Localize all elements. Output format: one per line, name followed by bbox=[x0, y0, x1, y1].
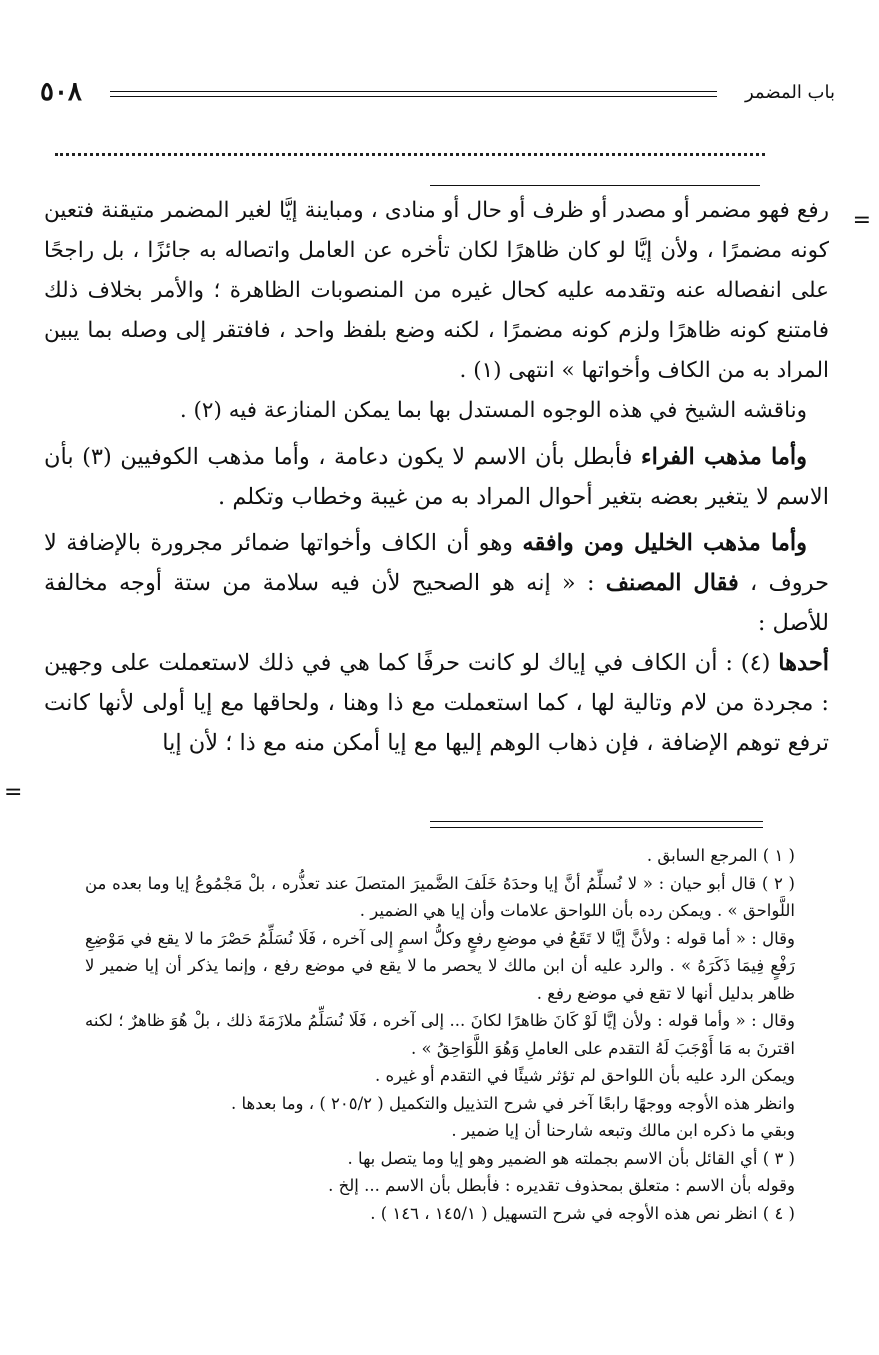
paragraph-5-text: (٤) : أن الكاف في إياك لو كانت حرفًا كما هي في ذلك لاستعملت على وجهين : مجردة من لام وتالية لها ، كما استعملت مع ذا وهنا ، ولحاقها مع إيا أولى لأنها كانت ترفع توهم الإضافة ، فإن ذهاب الوهم إليها مع إيا أمكن منه مع ذا ؛ لأن إيا bbox=[44, 650, 829, 756]
paragraph-3-text: فأبطل بأن الاسم لا يكون دعامة ، وأما مذهب الكوفيين (٣) بأن الاسم لا يتغير بعضه بتغير أحوال المراد به من غيبة وخطاب وتكلم . bbox=[44, 444, 829, 510]
footnote-line: وانظر هذه الأوجه ووجهًا رابعًا آخر في شرح التذييل والتكميل ( ٢٠٥/٢ ) ، وما بعدها . bbox=[231, 1093, 795, 1113]
main-text bbox=[44, 191, 829, 763]
footnote-line: وقال : « أما قوله : ولأنَّ إيَّا لا تَقَعُ في موضعِ رفعٍ وكلُّ اسمٍ إلى آخره ، فَلَا نُسَلِّمُ حَصْرَ ما لا يقع في مَوْضِعِ رَفْعٍ فِيمَا ذَكَرَهُ » . والرد عليه أن ابن مالك لا يحصر ما لا يقع في موضع رفع ، وإنما يذكر أن إيا ضمير لا ظاهر بدليل أنها لا تقع في موضع رفع . bbox=[85, 928, 795, 1003]
footnote-line: ( ١ ) المرجع السابق . bbox=[646, 846, 795, 865]
paragraph-2: وناقشه الشيخ في هذه الوجوه المستدل بها بما يمكن المنازعة فيه (٢) . bbox=[179, 398, 807, 423]
page-number: ٥٠٨ bbox=[40, 77, 82, 107]
running-title: باب المضمر bbox=[745, 82, 835, 103]
footnote-line: وقال : « وأما قوله : ولأن إيَّا لَوْ كَانَ ظاهرًا لكانَ ... إلى آخره ، فَلَا نُسَلِّمُ ملازَمَةَ ذلك ، بلْ هُوَ ظاهرٌ ؛ لكنه اقترنَ به مَا أَوْجَبَ لَهُ التقدم على العاملِ وَهُوَ اللَّوَاحِقُ » . bbox=[85, 1011, 795, 1058]
footnote-line: ( ٣ ) أي القائل بأن الاسم بجملته هو الضمير وهو إيا وما يتصل بها . bbox=[347, 1148, 795, 1168]
footnote-line: وقوله بأن الاسم : متعلق بمحذوف تقديره : فأبطل بأن الاسم ... إلخ . bbox=[328, 1176, 795, 1195]
footnote-line: وبقي ما ذكره ابن مالك وتبعه شارحنا أن إيا ضمير . bbox=[451, 1121, 795, 1140]
paragraph-3-lead: وأما مذهب الفراء bbox=[641, 444, 807, 470]
top-separator-line bbox=[430, 185, 760, 186]
paragraph-5 bbox=[44, 643, 829, 763]
footnotes bbox=[85, 842, 795, 1227]
dotted-separator bbox=[55, 153, 765, 156]
paragraph-4 bbox=[44, 523, 829, 643]
paragraph-4-lead: وأما مذهب الخليل ومن وافقه bbox=[522, 530, 807, 556]
continuation-mark-end: = bbox=[4, 780, 23, 805]
paragraph-3 bbox=[44, 437, 829, 517]
paragraph-4-author: فقال المصنف bbox=[605, 570, 739, 596]
page-header bbox=[40, 77, 835, 110]
footnote-separator bbox=[430, 821, 763, 828]
footnote-line: ( ٢ ) قال أبو حيان : « لا نُسلِّمُ أنَّ إيا وحدَهُ خَلَفَ الضَّميرَ المتصلَ عند تعذُّره ، بلْ مَجْمُوعُ إيا وما بعده من اللَّواحق » . ويمكن رده بأن اللواحق علامات وأن إيا هي الضمير . bbox=[85, 873, 795, 920]
paragraph-5-lead: أحدها bbox=[778, 650, 829, 676]
paragraph-1: رفع فهو مضمر أو مصدر أو ظرف أو حال أو منادى ، ومباينة إيَّا لغير المضمر متيقنة فتعين كونه مضمرًا ، ولأن إيَّا لو كان ظاهرًا لكان تأخره عن العامل واتصاله به جائزًا ، بل راجحًا على انفصاله عنه وتقدمه عليه كحال غيره من المنصوبات الظاهرة ؛ والأمر بخلاف ذلك فامتنع كونه ظاهرًا ولزم كونه مضمرًا ، لكنه وضع بلفظ واحد ، فافتقر إلى وصله بما يبين المراد به من الكاف وأخواتها » انتهى (١) . bbox=[44, 198, 829, 383]
paragraph-4-quote: : « إنه هو الصحيح لأن فيه سلامة من ستة أوجه مخالفة للأصل : bbox=[44, 570, 829, 636]
header-rule bbox=[110, 91, 717, 97]
footnote-line: ( ٤ ) انظر نص هذه الأوجه في شرح التسهيل ( ١٤٥/١ ، ١٤٦ ) . bbox=[370, 1203, 795, 1223]
continuation-mark-start: = bbox=[852, 208, 871, 233]
paragraph-4-text: وهو أن الكاف وأخواتها ضمائر مجرورة بالإضافة لا حروف ، bbox=[44, 530, 829, 596]
footnote-line: ويمكن الرد عليه بأن اللواحق لم تؤثر شيئًا في التقدم أو غيره . bbox=[374, 1066, 795, 1085]
